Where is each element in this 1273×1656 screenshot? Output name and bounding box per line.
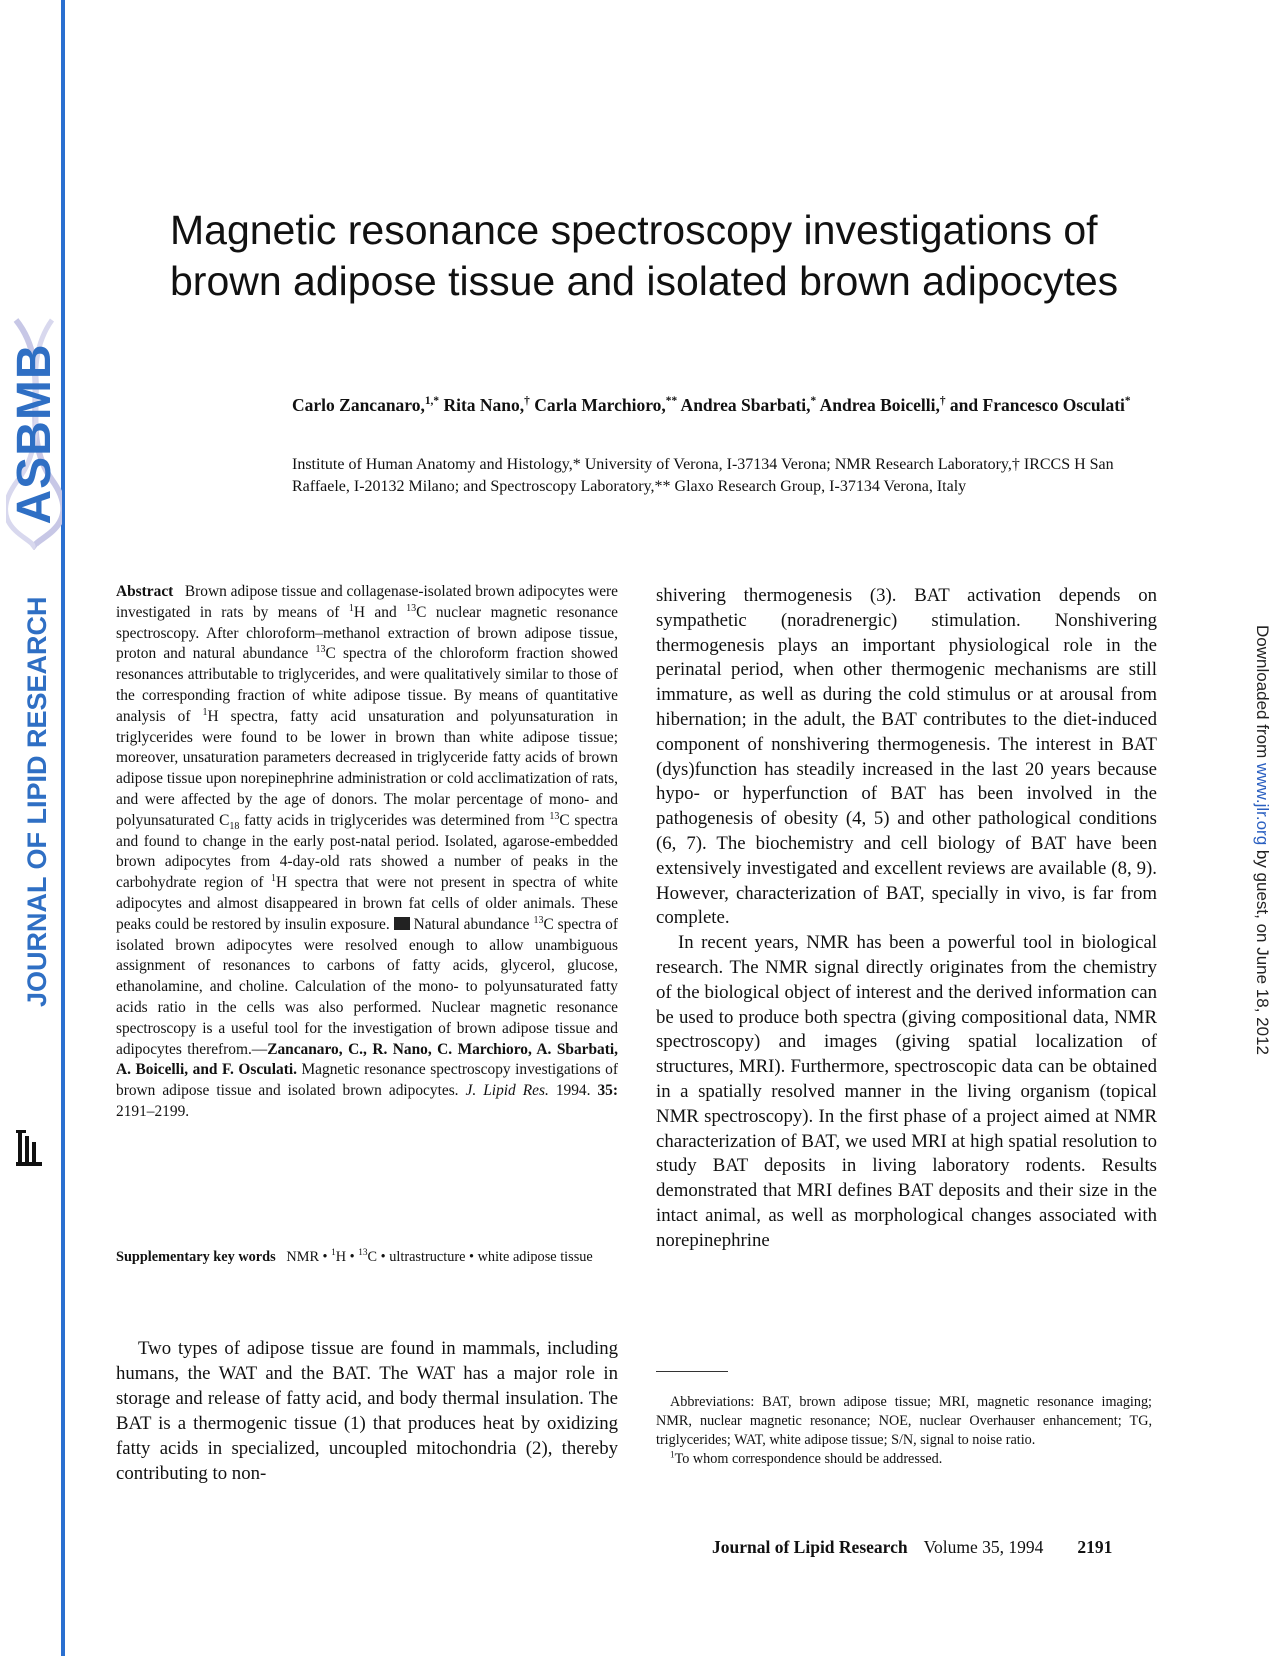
citation-journal: J. Lipid Res. [465, 1082, 549, 1100]
body-paragraph: shivering thermogenesis (3). BAT activation depends on sympathetic (noradrenergic) stimulation. Nonshivering thermogenesis plays an important physiological role in the perinatal period, when other thermogenic mechanisms are still immature, as well as during the cold stimulus or at arousal from hibernation; in the adult, the BAT contributes to the diet-induced component of nonshivering thermogenesis. The interest in BAT (dys)function has steadily increased in the last 20 years because hypo- or hyperfunction of BAT has been involved in the pathogenesis of obesity (4, 5) and other pathological conditions (6, 7). The biochemistry and cell biology of BAT have been extensively investigated and excellent reviews are available (8, 9). However, characterization of BAT, specially in vivo, is far from complete. [656, 585, 1157, 929]
abstract-label: Abstract [116, 583, 174, 600]
isotope-sup: 13 [315, 644, 326, 656]
author-mark: * [1124, 395, 1131, 408]
affiliations: Institute of Human Anatomy and Histology,* University of Verona, I-37134 Verona; NMR Research Laboratory,† IRCCS H San Raffaele, I-20132 Milano; and Spectroscopy Laboratory,** Glaxo Research Group, I-37134 Verona, Italy [292, 456, 1114, 495]
download-note-suffix: by guest, on June 18, 2012 [1253, 845, 1272, 1055]
key-words-text: H • [335, 1249, 359, 1265]
author-mark: ** [665, 395, 678, 408]
author: Carlo Zancanaro, [292, 395, 425, 415]
download-note-prefix: Downloaded from [1253, 625, 1272, 763]
citation-year: 1994. [548, 1082, 598, 1100]
footer-volume: Volume 35, 1994 [923, 1537, 1044, 1557]
download-note [1249, 625, 1273, 1055]
author: Carla Marchioro, [529, 395, 666, 415]
key-words-label: Supplementary key words [116, 1249, 276, 1265]
abstract-text: H and [353, 603, 407, 621]
isotope-sup: 13 [533, 914, 544, 926]
isotope-sup: 1 [271, 873, 277, 885]
asbmb-brand: ASBMB [8, 343, 61, 525]
citation-volume: 35: [597, 1082, 619, 1100]
author: Andrea Boicelli, [816, 395, 940, 415]
page-number: 2191 [1077, 1537, 1113, 1557]
abstract-text: C spectra of the chloroform fraction showed resonances attributable to triglycerides, and were qualitatively similar to those of the corresponding fraction of white adipose tissue. By means of quantitative analysis of [116, 645, 618, 725]
footnote-mark: 1 [670, 1449, 675, 1460]
citation-authors: Zancanaro, C., R. Nano, C. Marchioro, A. Sbarbati, A. Boicelli, and F. Osculati. [116, 1040, 618, 1079]
page-footer [712, 1537, 1162, 1558]
abstract-text: fatty acids in triglycerides was determined from [239, 811, 550, 829]
isotope-sup: 1 [331, 1248, 336, 1259]
isotope-sup: 1 [202, 706, 208, 718]
correspondence-footnote [656, 1450, 1152, 1469]
abstract-text: H spectra that were not present in spectra of white adipocytes and almost disappeared in brown fat cells of older animals. These peaks could be restored by insulin exposure. [116, 874, 618, 933]
author-mark: 1,* [424, 395, 440, 408]
jlr-logo-icon [14, 1128, 44, 1168]
footnote-divider [656, 1371, 728, 1372]
body-paragraph: In recent years, NMR has been a powerful tool in biological research. The NMR signal directly originates from the chemistry of the biological object of interest and the derived information can be used to produce both spectra (giving compositional data, NMR spectroscopy) and images (giving spatial localization of structures, MRI). Furthermore, spectroscopic data can be obtained in a spatially resolved manner in the living organism (topical NMR spectroscopy). In the first phase of a project aimed at NMR characterization of BAT, we used MRI at high spatial resolution to study BAT deposits in living laboratory rodents. Results demonstrated that MRI defines BAT deposits and their size in the intact animal, as well as morphological changes associated with norepinephrine [656, 932, 1157, 1251]
abstract-text: H spectra, fatty acid unsaturation and polyunsaturation in triglycerides were found to be lower in brown than white adipose tissue; moreover, unsaturation parameters decreased in triglyceride fatty acids of brown adipose tissue upon norepinephrine administration or cold acclimatization of rats, and were affected by the age of donors. The molar percentage of mono- and polyunsaturated C [116, 707, 618, 829]
author: Andrea Sbarbati, [677, 395, 811, 415]
abstract-text: C nuclear magnetic resonance spectroscopy. After chloroform–methanol extraction of brown adipose tissue, proton and natural abundance [116, 603, 618, 663]
abstract-text: Natural abundance [409, 915, 534, 933]
isotope-sup: 1 [348, 602, 354, 614]
journal-vertical-title: JOURNAL OF LIPID RESEARCH [22, 596, 52, 1007]
intro-paragraph: Two types of adipose tissue are found in mammals, including humans, the WAT and the BAT. The WAT has a major role in storage and release of fatty acid, and body thermal insulation. The BAT is a thermogenic tissue (1) that produces heat by oxidizing fatty acids in specialized, uncoupled mitochondria (2), thereby contributing to non- [116, 1338, 618, 1484]
abstract-end-marker-icon [394, 917, 410, 930]
author: Rita Nano, [439, 395, 525, 415]
jlr-website-link[interactable]: www.jlr.org [1253, 762, 1272, 846]
abstract [116, 582, 618, 1123]
isotope-sup: 13 [549, 810, 560, 822]
abstract-text: C spectra and found to change in the early post-natal period. Isolated, agarose-embedded brown adipocytes from 4-day-old rats showed a number of peaks in the carbohydrate region of [116, 811, 618, 892]
key-words-text: C • ultrastructure • white adipose tissue [367, 1249, 593, 1265]
blue-margin-rule [61, 0, 65, 1656]
citation-pages: 2191–2199. [116, 1102, 190, 1120]
article-title: Magnetic resonance spectroscopy investigations of brown adipose tissue and isolated brown adipocytes [170, 207, 1119, 304]
body-column-right [656, 584, 1157, 1254]
author-mark: † [524, 395, 530, 408]
key-words-text: NMR • [286, 1249, 332, 1265]
correspondence-text: To whom correspondence should be addressed. [674, 1451, 943, 1467]
author-mark: † [939, 395, 946, 408]
abstract-text: Brown adipose tissue and collagenase-isolated brown adipocytes were investigated in rats by means of [116, 583, 618, 621]
abstract-text: C spectra of isolated brown adipocytes were resolved enough to allow unambiguous assignment of resonances to carbons of fatty acids, glycerol, glucose, ethanolamine, and choline. Calculation of the mono- to polyunsaturated fatty acids ratio in the cells was also performed. Nuclear magnetic resonance spectroscopy is a useful tool for the investigation of brown adipose tissue and adipocytes therefrom.— [116, 915, 618, 1058]
key-words [116, 1248, 618, 1267]
author: and Francesco Osculati [945, 395, 1125, 415]
footer-journal: Journal of Lipid Research [712, 1537, 908, 1557]
author-list [292, 393, 1172, 417]
isotope-sup: 13 [406, 602, 417, 614]
abstract-text: Magnetic resonance spectroscopy investigations of brown adipose tissue and isolated brown adipocytes. [116, 1061, 618, 1100]
isotope-sup: 13 [358, 1248, 368, 1259]
carbon-sub: 18 [229, 820, 240, 832]
footnotes [656, 1393, 1152, 1469]
author-mark: * [810, 395, 817, 408]
abbreviations-footnote: Abbreviations: BAT, brown adipose tissue; MRI, magnetic resonance imaging; NMR, nuclear magnetic resonance; NOE, nuclear Overhauser enhancement; TG, triglycerides; WAT, white adipose tissue; S/N, signal to noise ratio. [656, 1394, 1152, 1448]
